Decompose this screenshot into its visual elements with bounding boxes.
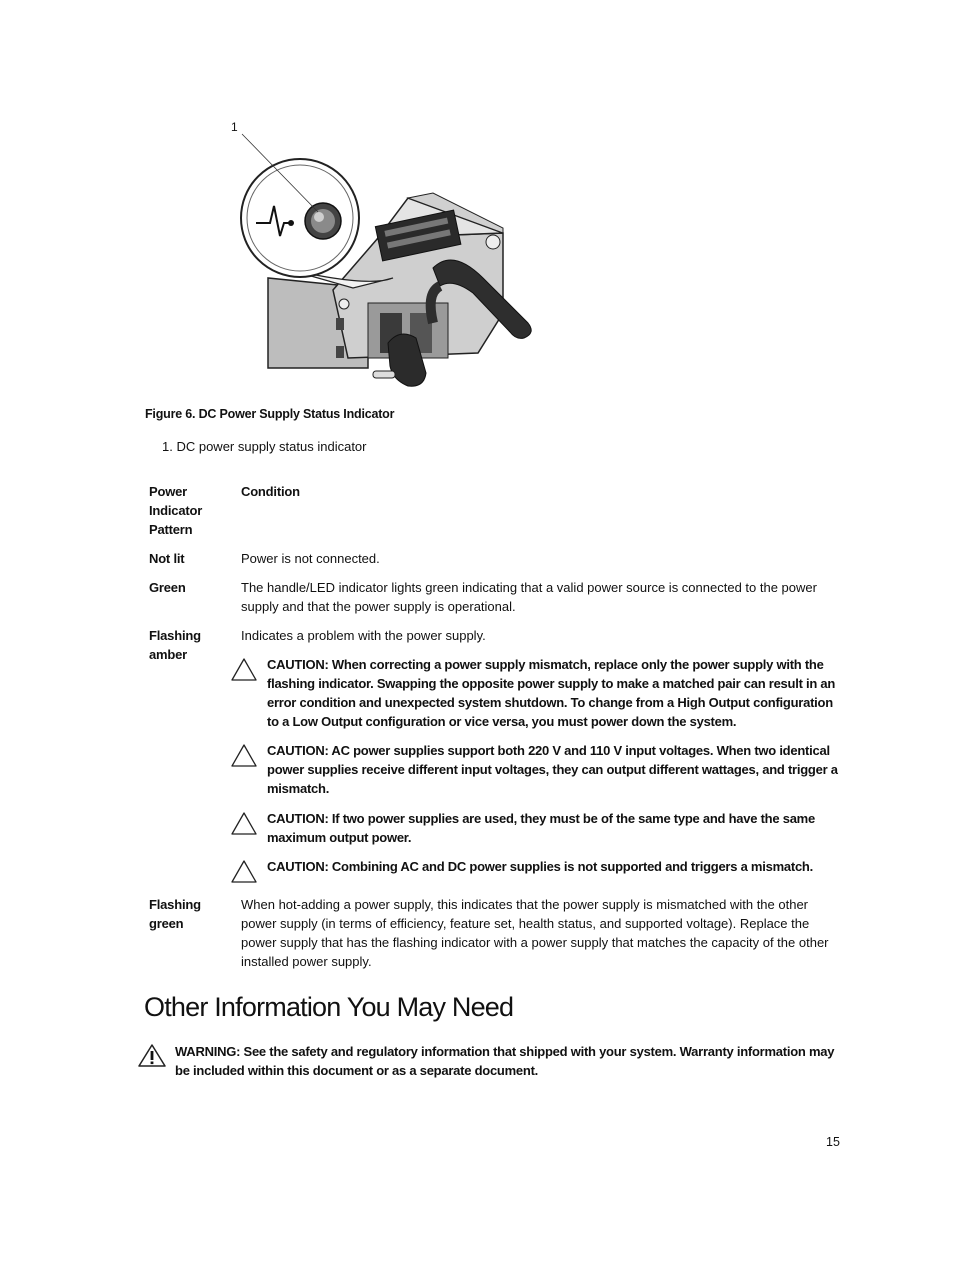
- row-pattern: Flashing amber: [149, 628, 201, 662]
- caution-triangle-icon: [231, 859, 257, 883]
- warning-text: WARNING: See the safety and regulatory information that shipped with your system. Warranty information may be included within this document or as a separate document.: [175, 1044, 835, 1078]
- power-supply-illustration: [228, 118, 538, 390]
- section-heading: Other Information You May Need: [144, 992, 514, 1022]
- row-condition: The handle/LED indicator lights green indicating that a valid power source is connected to the power supply and that the power supply is operational.: [241, 580, 817, 614]
- warning-triangle-icon: [138, 1043, 166, 1067]
- callout-list-item: 1. DC power supply status indicator: [162, 439, 367, 454]
- callout-number: 1: [231, 120, 238, 134]
- row-condition: Indicates a problem with the power supply.: [241, 628, 486, 643]
- row-condition: Power is not connected.: [241, 551, 380, 566]
- caution-text: CAUTION: AC power supplies support both 220 V and 110 V input voltages. When two identical power supplies receive different input voltages, they can output different wattages, and trigger a mismatch.: [267, 743, 838, 796]
- page-number: 15: [826, 1135, 840, 1149]
- caution-text: CAUTION: Combining AC and DC power supplies is not supported and triggers a mismatch.: [267, 859, 813, 874]
- row-pattern: Not lit: [149, 551, 185, 566]
- caution-triangle-icon: [231, 743, 257, 767]
- caution-text: CAUTION: When correcting a power supply mismatch, replace only the power supply with the flashing indicator. Swapping the opposite power supply to make a matched pair can result in an error condition and unexpected system shutdown. To change from a High Output configuration to a Low Output configuration or vice versa, you must power down the system.: [267, 657, 836, 729]
- power-supply-figure: [228, 118, 538, 390]
- header-condition: Condition: [241, 484, 300, 499]
- header-pattern: Power Indicator Pattern: [149, 484, 203, 537]
- caution-triangle-icon: [231, 811, 257, 835]
- row-pattern: Green: [149, 580, 186, 595]
- caution-triangle-icon: [231, 657, 257, 681]
- figure-caption: Figure 6. DC Power Supply Status Indicator: [145, 407, 395, 421]
- row-pattern: Flashing green: [149, 897, 201, 931]
- row-condition: When hot-adding a power supply, this indicates that the power supply is mismatched with the other power supply (in terms of efficiency, feature set, health status, and supported voltage). Replace the power supply that has the flashing indicator with a power supply that matches the capacity of the other installed power supply.: [241, 897, 829, 969]
- caution-text: CAUTION: If two power supplies are used, they must be of the same type and have the same maximum output power.: [267, 811, 815, 845]
